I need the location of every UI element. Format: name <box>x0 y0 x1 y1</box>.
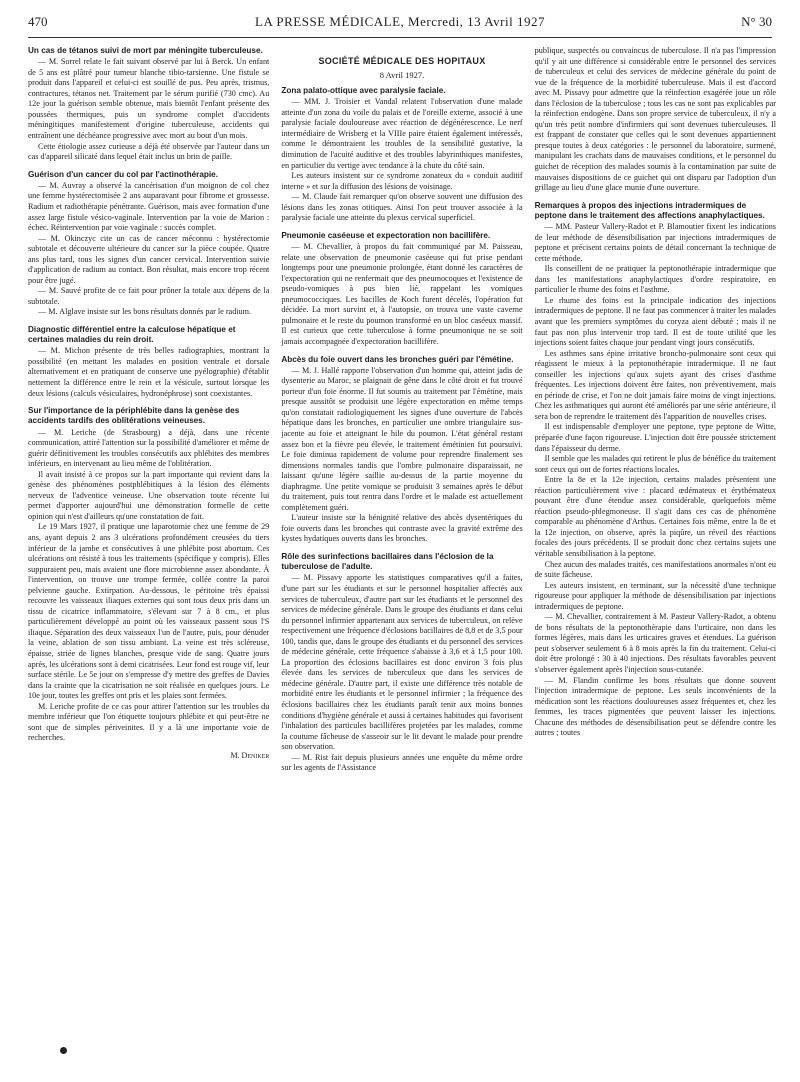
column-middle <box>281 46 522 1072</box>
article-title: Guérison d'un cancer du col par l'actinothérapie. <box>28 169 218 179</box>
session-date: 8 Avril 1927. <box>379 69 425 80</box>
paragraph: — M. J. Hallé rapporte l'observation d'un homme qui, atteint jadis de dysenterie au Maroc, se plaignait de gêne dans le côté droit et fut trouvé porteur d'un foie énorme. Il fut soumis au traitement par l'émétine, mais presque aussitôt se produisit une légère expectoration en même temps qu'on constatait radiologiquement les signes d'une ouverture de l'abcès hépatique dans les bronches, en particulier une ombre triangulaire sus-jacente au foie et atteignant le hile du poumon. L'état général restant assez bon et la fièvre peu élevée, le traitement émétinien fut poursuivi. Le foie diminua rapidement de volume pour reprendre finalement ses dimensions normales tandis que l'ombre pulmonaire disparaissait, ne laissant qu'une légère saillie au-dessus de la partie moyenne du diaphragme. Une petite vomique se produisit 3 semaines après le début du traitement, puis tout rentra dans l'ordre et le malade est actuellement complètement guéri. <box>281 365 523 512</box>
article-title: Pneumonie caséeuse et expectoration non bacillifère. <box>281 230 491 240</box>
paragraph: — M. Chevallier, à propos du fait communiqué par M. Paisseau, relate une observation de pneumonie caséeuse qui fut prise pendant longtemps pour une pneumonie prolongée, étant donné les caractères de l'expectoration qui ne renfermait que des pneumocoques et l'existence de pseudo-vomiques à pus bien lié, rappelant les vomiques pneumococciques. Les bacilles de Koch furent décelés, l'opération fut décidée. La mort survint et, à l'autopsie, on trouva une vaste caverne pulmonaire et le reste du poumon transformé en un bloc caséeux massif. Il est curieux que cette tuberculose à forme pneumonique ne se soit jamais accompagnée d'expectoration bacillifère. <box>281 242 523 346</box>
paragraph: Il est indispensable d'employer une peptone, type peptone de Witte, préparée d'une façon rigoureuse. L'injection doit être poussée strictement dans l'épaisseur du derme. <box>534 422 776 453</box>
paragraph: — M. Auvray a observé la cancérisation d'un moignon de col chez une femme hystérectomisée 2 ans auparavant pour fibrome et grossesse. Radium et radiothérapie pénétrante. Guérison, mais avec formation d'une assez large fistule vésico-vaginale. Intervention par la voie de Marion : échec. Réintervention par voie vaginale : succès complet. <box>28 180 270 233</box>
paragraph: Il avait insisté à ce propos sur la part importante qui revient dans la genèse des phénomènes postphlébitiques à la lésion des éléments nerveux de l'adventice veineuse. Une observation toute récente lui permet d'apporter aujourd'hui une démonstration formelle de cette opinion qui n'est d'ailleurs qu'une constatation de fait. <box>28 469 270 521</box>
issue-number: N° 30 <box>741 14 772 29</box>
article-title: Rôle des surinfections bacillaires dans l'éclosion de la tuberculose de l'adulte. <box>281 552 494 572</box>
signature: M. Deniker <box>230 750 270 760</box>
page-columns <box>28 46 776 1072</box>
paragraph: — M. Claude fait remarquer qu'on observe souvent une diffusion des lésions dans les zonas otitiques. Ainsi l'on peut trouver associée à la paralysie faciale une atteinte du plexus cervical superficiel. <box>281 192 523 223</box>
paragraph: — M. Rist fait depuis plusieurs années une enquête du même ordre sur les agents de l'Assistance <box>281 752 523 773</box>
page-number: 470 <box>28 14 48 29</box>
paragraph: — M. Chevallier, contrairement à M. Pasteur Vallery-Radot, a obtenu de bons résultats de la peptonothérapie dans l'urticaire, non dans les formes légères, mais dans les urticaires graves et étendues. La guérison peut s'observer seulement 6 à 8 mois après la fin du traitement. Celui-ci doit être prolongé : 30 à 40 injections. Des résultats favorables peuvent s'observer également après l'injection sous-cutanée. <box>534 612 776 675</box>
society-heading: SOCIÉTÉ MÉDICALE DES HOPITAUX <box>318 56 486 66</box>
paragraph: — M. Flandin confirme les bons résultats que donne souvent l'injection intradermique de peptone. Les seuls inconvénients de la médication sont les réactions douloureuses assez fréquentes et, chez les femmes, les traces pigmentées que peuvent laisser les injections. Chacune des méthodes de désensibilisation peut se défendre contre les autres ; toutes <box>534 675 776 738</box>
article-pneumonie <box>281 231 522 348</box>
paragraph: Le 19 Mars 1927, il pratique une laparotomie chez une femme de 29 ans, ayant depuis 2 ans 3 ulcérations profondément creusées du tiers inférieur de la jambe et consécutives à une phlébite post abortum. Ces ulcérations ont résisté à tous les traitements (spécifique y compris). Elles suppuraient peu, mais avaient une flore microbienne assez abondante. À l'intervention, on trouve une trompe fermée, collée contre la paroi pelvienne gauche. Extirpation. Au-dessous, le péritoine très épaissi recouvre les vaisseaux iliaques externes qui sont tous deux pris dans un tissu de cicatrice inflammatoire, s'élevant sur 7 à 8 cm., et plus particulièrement développé au point où les vaisseaux passent sous l'S iliaque. Séparation des deux vaisseaux l'un de l'autre, puis, pour dénuder la veine, ablation de son tissu ambiant. La veine est très scléreuse, épaisse, striée de lignes blanches, presque vide de sang. Quatre jours après, les ulcérations sont à demi cicatrisées. Leur fond est rouge vif, leur surface stérile. Le 5e jour on s'empresse d'y mettre des greffes de Davies dans la crainte que la cicatrisation ne soit réalisée en quelques jours. Le 10e jour, toutes les greffes ont pris et les plaies sont fermées. <box>28 522 270 701</box>
article-title: Abcès du foie ouvert dans les bronches guéri par l'émétine. <box>281 354 514 364</box>
article-surinfections <box>281 552 522 774</box>
article-title: Diagnostic différentiel entre la calculose hépatique et certaines maladies du rein droit. <box>28 324 236 345</box>
article-peptone <box>535 201 776 739</box>
paragraph: — M. Michon présente de très belles radiographies, montrant la possibilité (en mettant les malades en position ventrale et dorsale alternativement et en pratiquant de conserve une pyélographie) d'établir nettement la différence entre le rein et la vésicule, surtout lorsque les deux lésions (calculs vésiculaires, hydronéphrose) sont coexistantes. <box>28 346 270 398</box>
paragraph: — MM. J. Troisier et Vandal relatent l'observation d'une malade atteinte d'un zona du voile du palais et de l'oreille externe, associé à une paralysie faciale douloureuse avec réaction de dégénérescence. Le nerf intermédiaire de Wrisberg et la VIIIe paire étaient également intéressés, comme le démontraient les troubles de la sensibilité gustative, la diminution de l'acuité auditive et des troubles labyrinthiques manifestes, en particulier du vertige avec tendance à la chute du côté sain. <box>281 97 523 170</box>
paragraph: L'auteur insiste sur la bénignité relative des abcès dysentériques du foie ouverts dans les bronches qui contraste avec la gravité extrême des kystes hydatiques ouverts dans les bronches. <box>281 513 523 544</box>
article-cancer-col <box>28 170 269 318</box>
article-calculose <box>28 325 269 399</box>
journal-title: LA PRESSE MÉDICALE, Mercredi, 13 Avril 1927 <box>255 14 545 29</box>
article-title: Un cas de tétanos suivi de mort par méningite tuberculeuse. <box>28 46 263 55</box>
paragraph: M. Leriche profite de ce cas pour attirer l'attention sur les troubles du membre inférieur que l'on étiquette toujours phlébite et qui peut-être ne sont que de simples périveinites. Il y a là une importante voie de recherches. <box>28 701 270 743</box>
paragraph: Ils conseillent de ne pratiquer la peptonothérapie intradermique que dans les manifestations anaphylactiques d'ordre respiratoire, en particulier le rhume des foins et l'asthme. <box>534 264 776 295</box>
page-header <box>28 14 772 34</box>
paragraph: — M. Okinczyc cite un cas de cancer méconnu : hystérectomie subtotale et découverte ultérieure du cancer sur la pièce coupée. Quatre ans plus tard, tous les signes d'un cancer cervical. Intervention suivie d'application de radium au contact. Bon résultat, mais encore trop récent pour être jugé. <box>28 233 270 285</box>
header-rule <box>28 37 772 38</box>
paragraph: — M. Sorrel relate le fait suivant observé par lui à Berck. Un enfant de 5 ans est plâtré pour tumeur blanche tibio-tarsienne. Une fistule se produit dans l'appareil et celui-ci est souillé de pus. Peu après, trismus, contractures, tétanos net. Traitement par le sérum purifié (730 cmc). Au 12e jour la guérison semble obtenue, mais bientôt l'enfant présente des poussées thermiques, puis un syndrome complet d'accidents méningitiques manifestement d'origine tuberculeuse, accidents qui entraînent une déchéance progressive avec mort au bout d'un mois. <box>28 57 270 141</box>
article-title: Remarques à propos des injections intradermiques de peptone dans le traitement des affections anaphylactiques. <box>534 200 765 220</box>
paragraph: — M. Alglave insiste sur les bons résultats donnés par le radium. <box>38 307 252 317</box>
paragraph: Les auteurs insistent sur ce syndrome zonateux du « conduit auditif interne » et sur la diffusion des lésions de voisinage. <box>281 171 523 191</box>
paragraph: Cette étiologie assez curieuse a déjà été observée par l'auteur dans un cas d'appareil silicaté dans lequel était inclus un brin de paille. <box>28 141 270 162</box>
article-tetanos <box>28 46 269 163</box>
paragraph: Les auteurs insistent, en terminant, sur la nécessité d'une technique rigoureuse pour appliquer la méthode de désensibilisation par injections intradermiques de peptone. <box>534 580 776 611</box>
column-left <box>28 46 269 1072</box>
ink-dot <box>60 1047 67 1054</box>
paragraph: — M. Sauvé profite de ce fait pour prôner la totale aux dépens de la subtotale. <box>28 286 270 306</box>
article-abces-foie <box>281 355 522 546</box>
article-title: Zona palato-ottique avec paralysie faciale. <box>281 86 446 96</box>
article-title: Sur l'importance de la périphlébite dans la genèse des accidents tardifs des oblitérations veineuses. <box>28 406 240 426</box>
paragraph: Les asthmes sans épine irritative broncho-pulmonaire sont ceux qui réagissent le mieux à la peptonothérapie intradermique. Il ne faut conseiller les injections qu'aux sujets ayant des crises d'asthme fréquentes. Les injections doivent être faites, non préventivement, mais en période de crise, et l'on ne doit jamais faire moins de vingt injections. Chez les asthmatiques qui auront été améliorés par une série antérieure, il sera bon de reprendre le traitement dès l'apparition de nouvelles crises. <box>534 348 776 421</box>
paragraph: Entre la 8e et la 12e injection, certains malades présentent une réaction particulièrement vive : placard œdémateux et érythémateux pouvant être d'une étendue assez considérable, quelquefois même réaction pseudo-phlegmoneuse. Il s'agit dans ces cas de phénomène comparable au phénomène d'Arthus. Certaines fois même, entre la 8e et la 12e injection, on observe, après la piqûre, un réveil des réactions focales des jours précédents. Il se produit donc chez certains sujets une véritable sensibilisation à la peptone. <box>534 475 776 559</box>
paragraph: Le rhume des foins est la principale indication des injections intradermiques de peptone. Il ne faut pas commencer à traiter les malades avant que les premiers symptômes du coryza aient débuté ; mais il ne faut pas non plus intervenir trop tard. Il est de toute utilité que les injections soient faites chaque jour pendant vingt jours consécutifs. <box>534 295 776 348</box>
article-zona <box>281 86 522 224</box>
column-right <box>535 46 776 1072</box>
article-periphlebite <box>28 406 269 744</box>
paragraph: Il semble que les malades qui retirent le plus de bénéfice du traitement sont ceux qui ont de fortes réactions locales. <box>534 454 776 474</box>
paragraph: publique, suspectés ou convaincus de tuberculose. Il n'a pas l'impression qu'il y ait une différence si considérable entre le personnel des services de tuberculeux et celui des services de médecine générale du point de vue de la fréquence de la morbidité tuberculeuse. Mais il est d'accord avec M. Pissavy pour admettre que la réinfection exagérée joue un rôle dans l'éclosion de la tuberculose ; tous les cas ne sont pas explicables par la réinfection endogène. Dans son propre service de tuberculeux, il n'y a qu'un très petit nombre d'infirmiers qui sont devenues tuberculeuses. Il est frappant de constater que celles qui le sont devenues appartiennent presque toutes à deux catégories : le personnel du laboratoire, surmené, manipulant les crachats dans de mauvaises conditions, et le personnel du guichet de réception des malades soumis à la contamination par suite de mauvaises dispositions de ce guichet qui ont disparu par l'adoption d'un grillage au lieu d'une glace munie d'une ouverture. <box>534 46 776 193</box>
paragraph: Chez aucun des malades traités, ces manifestations anormales n'ont eu de suite fâcheuse. <box>534 559 776 580</box>
paragraph: — MM. Pasteur Vallery-Radot et P. Blamoutier fixent les indications de leur méthode de désensibilisation par injections intradermiques de peptone et précisent certains points de détail concernant la technique de cette méthode. <box>534 222 776 263</box>
article-continuation <box>535 46 776 194</box>
paragraph: — M. Pissavy apporte les statistiques comparatives qu'il a faites, d'une part sur les étudiants et sur le personnel hospitalier affectés aux services de tuberculeux, d'autre part sur les étudiants et le personnel des services de médecine générale. Dans le groupe des étudiants et dans celui du personnel infirmier appartenant aux services de tuberculeux, on relève respectivement une fréquence d'éclosions bacillaires de 8,8 et de 3,5 pour 100, tandis que, dans le groupe des étudiants et du personnel des services de médecine générale, cette fréquence s'abaisse à 3,6 et à 1,5 pour 100. La proportion des éclosions bacillaires est donc environ 3 fois plus élevée dans les services de tuberculeux que dans les services de médecine générale. D'autre part, il existe une différence très notable de morbidité entre les étudiants et le personnel infirmier ; la fréquence des éclosions bacillaires chez les étudiants paraît tenir aux moins bonnes conditions d'hygiène générale et aussi à certaines habitudes qui favorisent l'inhalation des particules bacillifères projetées par les malades, comme la coutume fâcheuse de s'asseoir sur le lit devant le malade pour prendre son observation. <box>281 573 523 752</box>
paragraph: — M. Leriche (de Strasbourg) a déjà, dans une récente communication, attiré l'attention sur la possibilité d'améliorer et même de guérir définitivement les troubles consécutifs aux phlébites des membres inférieurs, en intervenant au lieu même de l'oblitération. <box>28 427 270 469</box>
